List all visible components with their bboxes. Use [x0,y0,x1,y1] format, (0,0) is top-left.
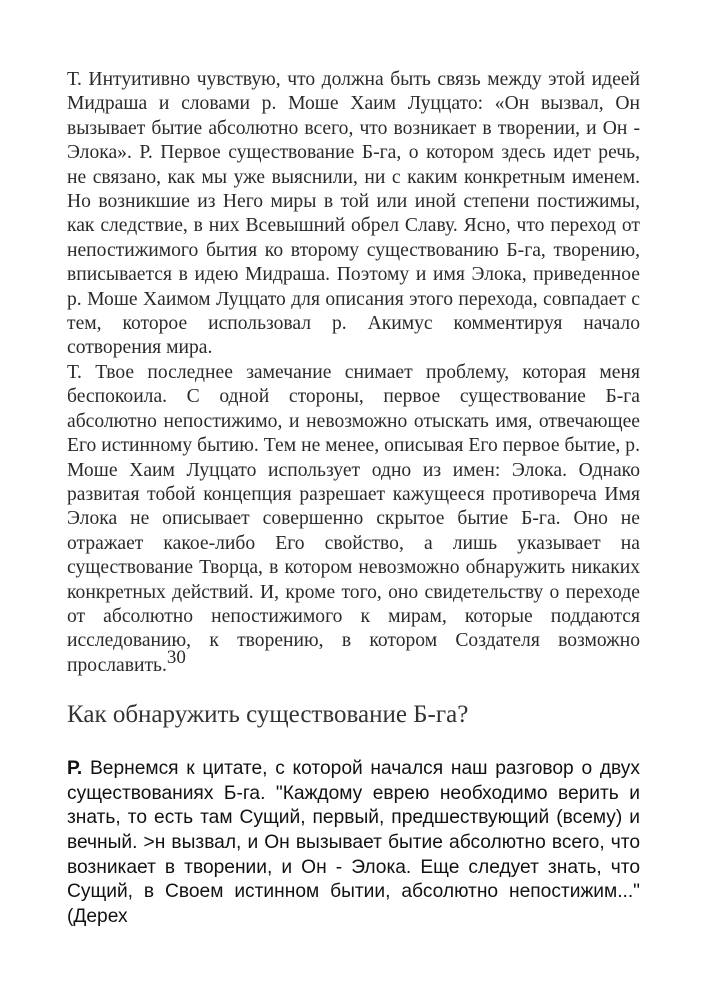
dialogue-section [67,68,640,678]
quote-section [67,757,640,929]
section-heading: Как обнаружить существование Б-га? [67,701,469,729]
dialogue-paragraph-2-text: Т. Твое последнее замечание снимает проблему, которая меня беспокоила. С одной стороны, первое существование Б-га абсолютно непостижимо, и невозможно отыскать имя, отвечающее Его истинному бытию. Тем не менее, описывая Его первое бытие, р. Моше Хаим Луццато использует одно из имен: Элока. Однако развитая тобой концепция разрешает кажущееся противореча Имя Элока не описывает совершенно скрытое бытие Б-га. Оно не отражает какое-либо Его свойство, а лишь указывает на существование Творца, в котором невозможно обнаружить никаких конкретных действий. И, кроме того, оно свидетельству о переходе от абсолютно непостижимого к мирам, которые поддаются исследованию, к творению, в котором Создателя возможно прославить. [67,361,640,676]
footnote-reference[interactable]: 30 [166,646,186,668]
quote-paragraph-text: Вернемся к цитате, с которой начался наш разговор о двух существованиях Б-га. "Каждому еврею необходимо верить и знать, то есть там Сущий, первый, предшествующий (всему) и вечный. >н вызвал, и Он вызывает бытие абсолютно всего, что возникает в творении, и Он - Элока. Еще следует знать, что Сущий, в Своем истинном бытии, абсолютно непостижим..." (Дерех [67,758,640,927]
document-page [67,68,640,929]
dialogue-paragraph-1: Т. Интуитивно чувствую, что должна быть связь между этой идеей Мидраша и словами р. Моше Хаим Луццато: «Он вызвал, Он вызывает бытие абсолютно всего, что возникает в творении, и Он - Элока». Р. Первое существование Б-га, о котором здесь идет речь, не связано, как мы уже выяснили, ни с каким конкретным именем. Но возникшие из Него миры в той или иной степени постижимы, как следствие, в них Всевышний обрел Славу. Ясно, что переход от непостижимого бытия ко второму существованию Б-га, творению, вписывается в идею Мидраша. Поэтому и имя Элока, приведенное р. Моше Хаимом Луццато для описания этого перехода, совпадает с тем, которое использовал р. Акимус комментируя начало сотворения мира. [67,69,640,359]
dialogue-paragraph-2 [67,361,640,678]
quote-paragraph [67,757,640,929]
speaker-label: Р. [67,758,83,780]
